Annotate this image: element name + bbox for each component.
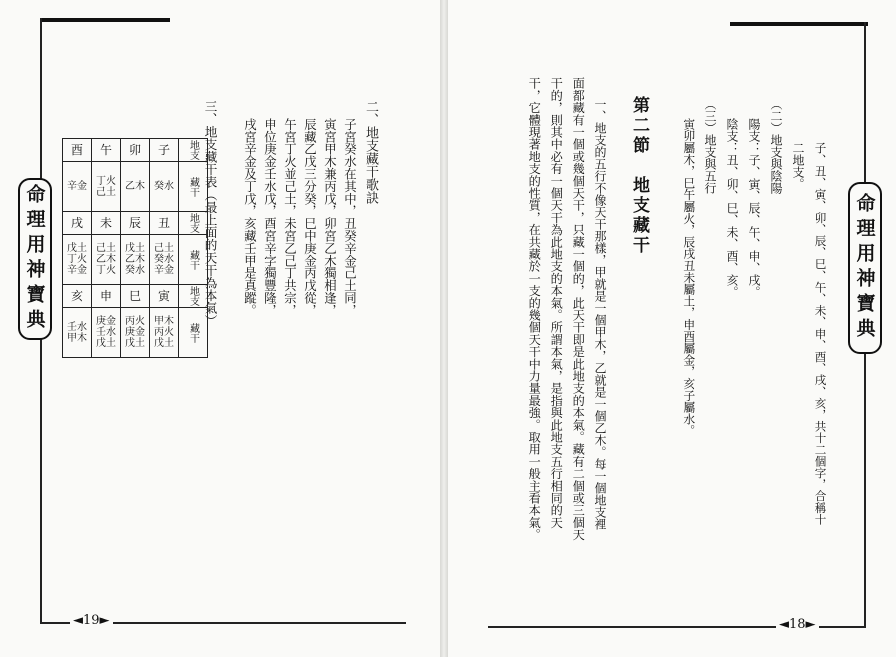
stem-cell: 己土 乙木 丁火 bbox=[92, 235, 121, 285]
stem-cell: 己土 癸水 辛金 bbox=[150, 235, 179, 285]
verse-line: 戌宮辛金及丁戊，亥藏壬甲是真蹤。 bbox=[242, 118, 258, 317]
verse-line: 申位庚金壬水戊，酉宮辛字獨豐隆， bbox=[262, 118, 278, 317]
section-heading: 二、地支藏干歌訣 bbox=[363, 100, 378, 204]
book-title-tab: 命理用神寶典 bbox=[848, 182, 882, 354]
branch-cell: 辰 bbox=[121, 212, 150, 235]
branch-cell: 亥 bbox=[63, 285, 92, 308]
verse-line: 寅宮甲木兼丙戊，卯宮乙木獨相逢， bbox=[322, 118, 338, 317]
section-title: 第二節 地支藏干 bbox=[629, 96, 649, 256]
page-number: ◄19► bbox=[70, 613, 113, 628]
header-branch: 地支 bbox=[179, 212, 208, 235]
left-page bbox=[0, 0, 440, 657]
verse-line: 午宮丁火並己土，未宮乙己丁共宗， bbox=[282, 118, 298, 317]
branch-cell: 未 bbox=[92, 212, 121, 235]
right-page bbox=[448, 0, 896, 657]
subsection-heading: （二）地支與陰陽 bbox=[769, 98, 783, 194]
branch-cell: 卯 bbox=[121, 139, 150, 162]
stem-cell: 甲木 丙火 戊土 bbox=[150, 308, 179, 358]
body-text-line: 二地支。 bbox=[791, 142, 805, 190]
body-text-line: 寅卯屬木，巳午屬火，辰戌丑未屬土，申酉屬金，亥子屬水。 bbox=[681, 118, 696, 437]
section-heading: 三、地支藏干表（最上面的天干為本氣） bbox=[202, 100, 218, 327]
page-number: ◄18► bbox=[776, 617, 819, 632]
top-rule bbox=[730, 22, 868, 26]
book-gutter bbox=[440, 0, 448, 657]
body-text-line: 一、地支的五行不像天干那樣，甲就是一個甲木，乙就是一個乙木。每一個地支裡 bbox=[593, 98, 607, 530]
branch-cell: 巳 bbox=[121, 285, 150, 308]
header-branch: 地支 bbox=[179, 285, 208, 308]
body-text-line: 陰支：丑、卯、巳、未、酉、亥。 bbox=[725, 118, 739, 298]
branch-cell: 酉 bbox=[63, 139, 92, 162]
stem-cell: 乙木 bbox=[121, 162, 150, 212]
header-branch: 地支 bbox=[179, 139, 208, 162]
book-title-tab: 命理用神寶典 bbox=[18, 178, 52, 340]
stem-cell: 丙火 庚金 戊土 bbox=[121, 308, 150, 358]
subsection-heading: （三）地支與五行 bbox=[703, 98, 717, 194]
header-stems: 藏干 bbox=[179, 162, 208, 212]
body-text-line: 干的，則其中必有一個天干為此地支的本氣。所謂本氣，是指與此地支五行相同的天 bbox=[549, 77, 564, 529]
stem-cell: 庚金 壬水 戊土 bbox=[92, 308, 121, 358]
body-text-line: 干，它體現著地支的性質，在共藏於一支的幾個天干中力量最強。取用一般主看本氣。 bbox=[527, 77, 542, 541]
body-text-line: 陽支：子、寅、辰、午、申、戌。 bbox=[747, 118, 761, 298]
header-stems: 藏干 bbox=[179, 235, 208, 285]
stem-cell: 壬水 甲木 bbox=[63, 308, 92, 358]
branch-cell: 丑 bbox=[150, 212, 179, 235]
stem-cell: 癸水 bbox=[150, 162, 179, 212]
body-text-line: 面都藏有一個或幾個天干，只藏一個的，此天干即是此地支的本氣。藏有二個或三個天 bbox=[571, 77, 586, 541]
stem-cell: 丁火 己土 bbox=[92, 162, 121, 212]
verse-line: 子宮癸水在其中，丑癸辛金己土同， bbox=[342, 118, 358, 317]
branch-cell: 子 bbox=[150, 139, 179, 162]
top-rule bbox=[40, 18, 170, 22]
body-text-line: 子、丑、寅、卯、辰、巳、午、未、申、酉、戌、亥，共十二個字，合稱十 bbox=[813, 142, 828, 525]
branch-cell: 戌 bbox=[63, 212, 92, 235]
branch-cell: 申 bbox=[92, 285, 121, 308]
branch-stem-table bbox=[62, 138, 208, 358]
verse-line: 辰藏乙戊三分癸，巳中庚金丙戊從， bbox=[302, 118, 318, 317]
stem-cell: 辛金 bbox=[63, 162, 92, 212]
stem-cell: 戊土 丁火 辛金 bbox=[63, 235, 92, 285]
branch-cell: 午 bbox=[92, 139, 121, 162]
branch-cell: 寅 bbox=[150, 285, 179, 308]
header-stems: 藏干 bbox=[179, 308, 208, 358]
stem-cell: 戊土 乙木 癸水 bbox=[121, 235, 150, 285]
